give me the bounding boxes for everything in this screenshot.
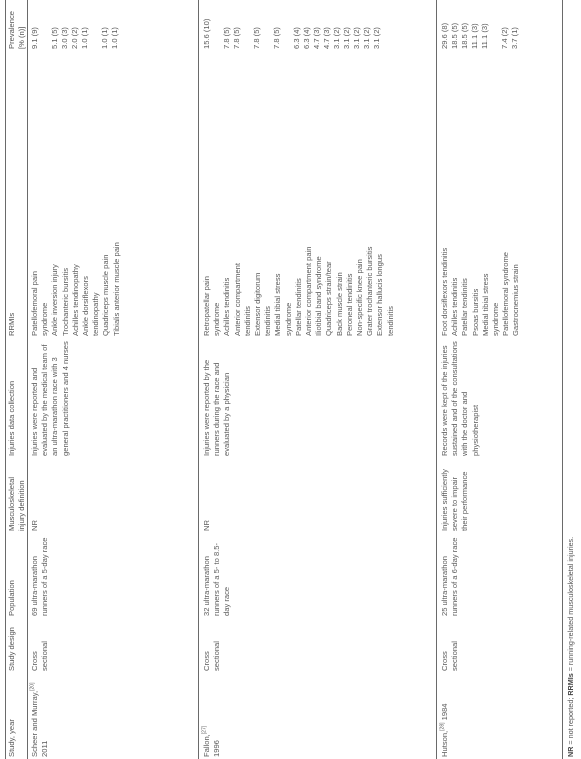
header-study: Study, year [7, 719, 16, 757]
header-injury-definition: Musculoskeletal injury definition [7, 476, 27, 531]
prevalence-value: 7.4 (2) [500, 27, 509, 49]
header-data-collection: Injuries data collection [7, 380, 16, 456]
list-item: Extensor hallucis longus tendinitis [375, 254, 395, 336]
prevalence-value: 9.1 (9) [30, 27, 39, 49]
table-row-study [30, 675, 50, 757]
table-row-population: 32 ultra-marathon runners of a 5- to 8.5-day race [202, 542, 232, 616]
table-row-rrmis-list [440, 241, 522, 336]
table-header-rule [27, 0, 28, 759]
prevalence-value: 3.1 (2) [362, 27, 371, 49]
header-rrmis: RRMIs [7, 312, 16, 336]
list-item: Patellofemoral syndrome [501, 252, 511, 336]
list-item: Non-specific knee pain [355, 259, 365, 336]
prevalence-value: 1.0 (1) [110, 27, 119, 49]
list-item: Gastrocnemius strain [511, 264, 521, 336]
table-row-study [440, 675, 450, 757]
table-row-design: Cross sectional [440, 641, 460, 671]
prevalence-value: 7.8 (5) [222, 27, 231, 49]
table-row-prevalence-list [30, 1, 120, 49]
prevalence-value: 3.1 (2) [372, 27, 381, 49]
list-item: Achilles tendinopathy [70, 264, 80, 336]
table-row-population: 25 ultra-marathon runners of a 6-day race [440, 537, 460, 616]
table-top-rule [5, 0, 6, 759]
table-row-collection: Injuries were reported by the runners during the race and evaluated by a physician [202, 359, 232, 456]
row-divider-rule [436, 0, 437, 759]
list-item: Tibialis anterior muscle pain [111, 242, 121, 336]
prevalence-value: 4.7 (3) [322, 27, 331, 49]
prevalence-value: 3.7 (1) [510, 27, 519, 49]
prevalence-value: 3.1 (2) [332, 27, 341, 49]
list-item: Quadriceps strain/tear [324, 261, 334, 336]
list-item: Retropatellar pain syndrome [202, 276, 222, 336]
list-item: Patellar tendinitis [293, 278, 303, 336]
study-year: 2011 [40, 740, 50, 757]
list-item: Anterior compartment pain [304, 246, 314, 336]
list-item: Iliotibial band syndrome [314, 256, 324, 336]
footnote-part: = running-related musculoskeletal injuries. [566, 536, 575, 674]
list-item: Foot dorsiflexors tendinitis [440, 247, 449, 336]
study-name: Scheer and Murray, [30, 690, 39, 757]
footnote-part: = not reported; [566, 695, 575, 747]
prevalence-value: 3.1 (2) [352, 27, 361, 49]
list-item: Trochanteric bursitis [60, 267, 70, 336]
table-bottom-rule [562, 0, 563, 759]
prevalence-value: 11.1 (3) [480, 23, 489, 49]
list-item: Ankle inversion injury [50, 264, 60, 336]
header-study-design: Study design [7, 627, 16, 671]
list-item: Achilles tendinitis [222, 277, 232, 336]
list-item: Patellar tendinitis [460, 278, 470, 336]
list-item: Medial tibial stress syndrome [273, 273, 293, 336]
table-row-rrmis-list [30, 241, 122, 336]
study-reference: [27] [201, 725, 208, 735]
table-row-definition: Injuries sufficiently severe to impair their performance [440, 469, 470, 531]
prevalence-value: 15.6 (10) [202, 18, 211, 49]
prevalence-value: 6.3 (4) [292, 27, 301, 49]
prevalence-value: 11.1 (3) [470, 23, 479, 49]
table-row-prevalence-list [440, 1, 520, 49]
header-population: Population [7, 580, 16, 616]
study-name: Fallon, [202, 734, 211, 757]
table-row-definition: NR [202, 520, 211, 531]
prevalence-value: 6.3 (4) [302, 27, 311, 49]
prevalence-value: 7.8 (5) [252, 27, 261, 49]
list-item: Peroneal tendinitis [344, 273, 354, 336]
study-name: Hutson, [440, 730, 449, 757]
table-row-study [202, 675, 222, 757]
list-item: Ankle dorsiflexors tendinopathy [81, 276, 101, 336]
prevalence-value: 1.0 (1) [80, 27, 89, 49]
prevalence-value: 4.7 (3) [312, 27, 321, 49]
study-year: 1996 [212, 740, 222, 757]
table-row-definition: NR [30, 520, 39, 531]
table-row-collection: Records were kept of the injuries sustained and of the consultations with the doctor and physiotherapist [440, 341, 480, 456]
list-item: Psoas bursitis [470, 288, 480, 336]
list-item: Medial tibial stress syndrome [480, 273, 501, 336]
table-row-prevalence-list [202, 1, 392, 49]
study-reference: [28] [439, 722, 446, 731]
prevalence-value: 29.6 (8) [440, 22, 449, 49]
prevalence-value: 7.8 (5) [272, 27, 281, 49]
table-row-population: 69 ultra-marathon runners of a 5-day race [30, 537, 50, 616]
study-reference: [20] [29, 682, 36, 691]
prevalence-value: 18.5 (5) [450, 22, 459, 49]
list-item: Quadriceps muscle pain [101, 254, 111, 336]
footnote-part: NR [566, 746, 575, 757]
list-item: Anterior compartment tendinitis [232, 262, 252, 336]
prevalence-value: 5.1 (5) [50, 27, 59, 49]
list-item: Achilles tendinitis [450, 277, 460, 336]
prevalence-value: 2.0 (2) [70, 27, 79, 49]
table-row-rrmis-list [202, 241, 396, 336]
list-item: Back muscle strain [334, 272, 344, 336]
list-item: Extensor digitorum tendinitis [253, 272, 273, 336]
table-footnote [566, 537, 575, 757]
table-row-design: Cross sectional [202, 641, 222, 671]
prevalence-value: 1.0 (1) [100, 27, 109, 49]
table-row-design: Cross sectional [30, 641, 50, 671]
study-year: 1984 [440, 703, 449, 721]
prevalence-value: 3.1 (2) [342, 27, 351, 49]
prevalence-value: 3.0 (3) [60, 27, 69, 49]
footnote-part: RRMIs [566, 673, 575, 696]
list-item: Grater trochanteric bursitis [365, 246, 375, 336]
prevalence-value: 7.8 (5) [232, 27, 241, 49]
row-divider-rule [198, 0, 199, 759]
header-prevalence: Prevalence [% (n)] [7, 11, 27, 49]
table-row-collection: Injuries were reported and evaluated by the medical team of an ultra-marathon race with 3 general practitioners and 4 nurses [30, 341, 70, 456]
list-item: Patellofemoral pain syndrome [30, 270, 50, 336]
prevalence-value: 18.5 (5) [460, 22, 469, 49]
